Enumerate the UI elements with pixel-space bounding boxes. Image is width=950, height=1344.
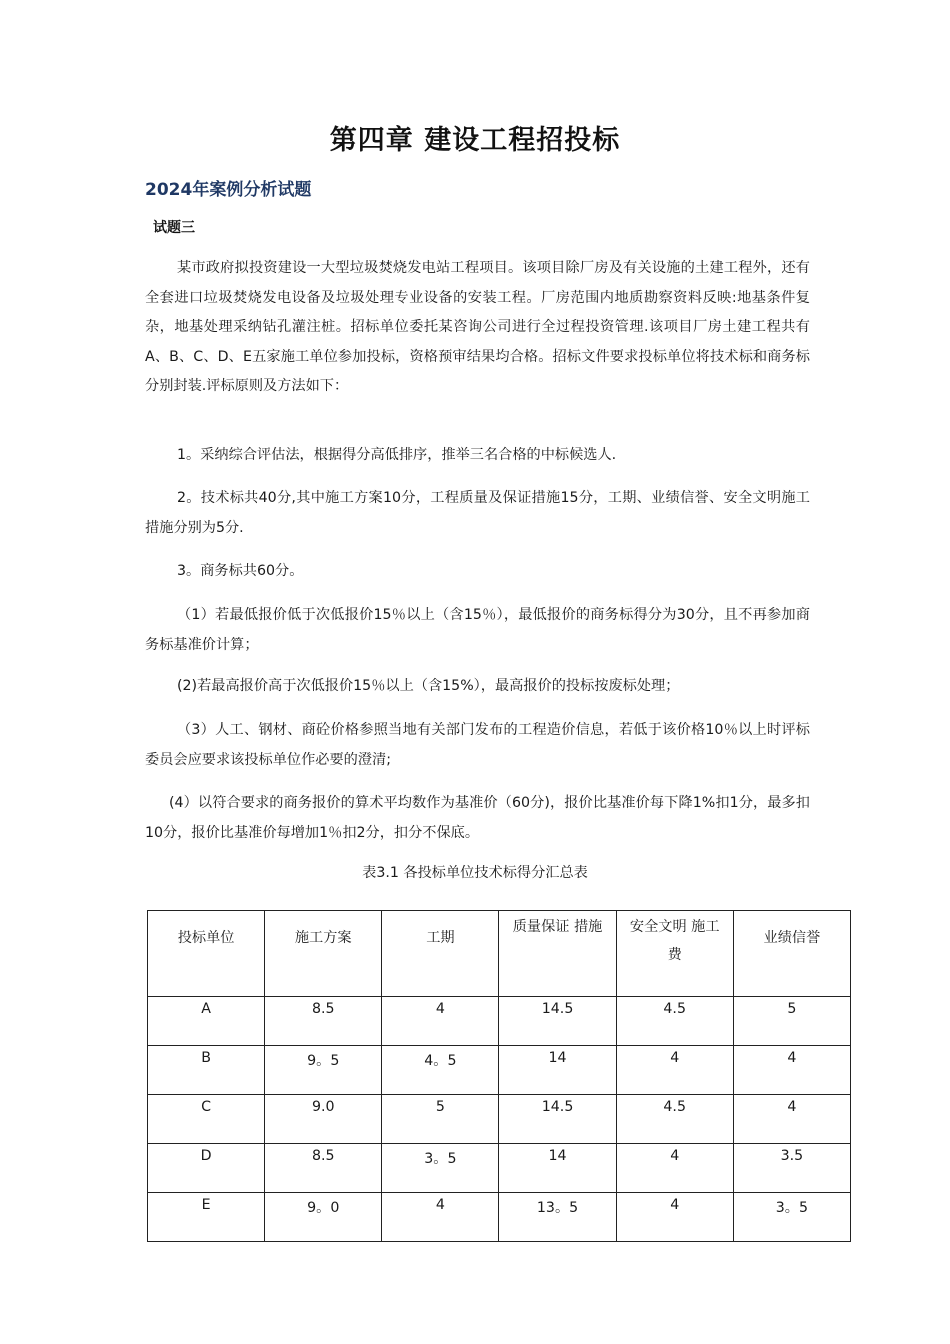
table-header-cell: 投标单位 [148,911,265,997]
table-cell: 4 [616,1144,733,1193]
rule-3-3-paragraph: （3）人工、钢材、商砼价格参照当地有关部门发布的工程造价信息，若低于该价格10％以上时评标委员会应要求该投标单位作必要的澄清; [145,722,810,768]
table-cell: 4.5 [616,997,733,1046]
table-header-cell: 质量保证 措施 [499,911,616,997]
table-header-cell: 安全文明 施工费 [616,911,733,997]
table-row [148,1046,851,1095]
table-row [148,1095,851,1144]
section-heading: 2024年案例分析试题 [145,180,312,200]
table-cell: 9.0 [265,1095,382,1144]
table-cell: 14.5 [499,1095,616,1144]
table-cell: 8.5 [265,997,382,1046]
table-cell: 4 [733,1046,850,1095]
table-cell: 9。0 [265,1193,382,1242]
table-header-cell: 业绩信誉 [733,911,850,997]
intro-paragraph: 某市政府拟投资建设一大型垃圾焚烧发电站工程项目。该项目除厂房及有关设施的土建工程外，还有全套进口垃圾焚烧发电设备及垃圾处理专业设备的安装工程。厂房范围内地质勘察资料反映:地基条件复杂，地基处理采纳钻孔灌注桩。招标单位委托某咨询公司进行全过程投资管理.该项目厂房土建工程共有A、B、C、D、E五家施工单位参加投标，资格预审结果均合格。招标文件要求投标单位将技术标和商务标分别封装.评标原则及方法如下： [145,260,810,394]
table-cell: 4.5 [616,1095,733,1144]
table-caption: 表3.1 各投标单位技术标得分汇总表 [362,865,588,881]
table-cell: 14 [499,1144,616,1193]
table-cell: 5 [733,997,850,1046]
page-title: 第四章 建设工程招投标 [329,125,621,156]
table-cell: 3.5 [733,1144,850,1193]
table-cell: B [148,1046,265,1095]
table-cell: D [148,1144,265,1193]
table-header-cell: 施工方案 [265,911,382,997]
rule-3-2-paragraph: (2)若最高报价高于次低报价15％以上（含15%），最高报价的投标按废标处理； [177,678,680,694]
table-cell: 13。5 [499,1193,616,1242]
table-cell: 4 [733,1095,850,1144]
table-cell: 4 [616,1046,733,1095]
rule-2-paragraph: 2。技术标共40分,其中施工方案10分，工程质量及保证措施15分，工期、业绩信誉、安全文明施工措施分别为5分. [145,490,810,536]
table-cell: A [148,997,265,1046]
table-row [148,1193,851,1242]
table-cell: 14 [499,1046,616,1095]
table-row [148,997,851,1046]
table-cell: 4 [382,1193,499,1242]
rule-1-paragraph: 1。采纳综合评估法，根据得分高低排序，推举三名合格的中标候选人. [177,447,617,463]
table-cell: C [148,1095,265,1144]
table-cell: 14.5 [499,997,616,1046]
technical-score-table [147,910,851,1242]
table-cell: 4。5 [382,1046,499,1095]
table-cell: 3。5 [733,1193,850,1242]
table-cell: 4 [616,1193,733,1242]
table-cell: 9。5 [265,1046,382,1095]
question-heading: 试题三 [153,220,195,236]
table-cell: 3。5 [382,1144,499,1193]
rule-3-1-paragraph: （1）若最低报价低于次低报价15％以上（含15％），最低报价的商务标得分为30分，且不再参加商务标基准价计算； [145,607,810,653]
table-row [148,1144,851,1193]
table-cell: 4 [382,997,499,1046]
table-cell: E [148,1193,265,1242]
table-header-row [148,911,851,997]
rule-3-4-paragraph: (4）以符合要求的商务报价的算术平均数作为基准价（60分)，报价比基准价每下降1%扣1分，最多扣10分，报价比基准价每增加1％扣2分，扣分不保底。 [145,795,810,841]
rule-3-paragraph: 3。商务标共60分。 [177,563,304,579]
table-header-cell: 工期 [382,911,499,997]
table-cell: 8.5 [265,1144,382,1193]
table-cell: 5 [382,1095,499,1144]
